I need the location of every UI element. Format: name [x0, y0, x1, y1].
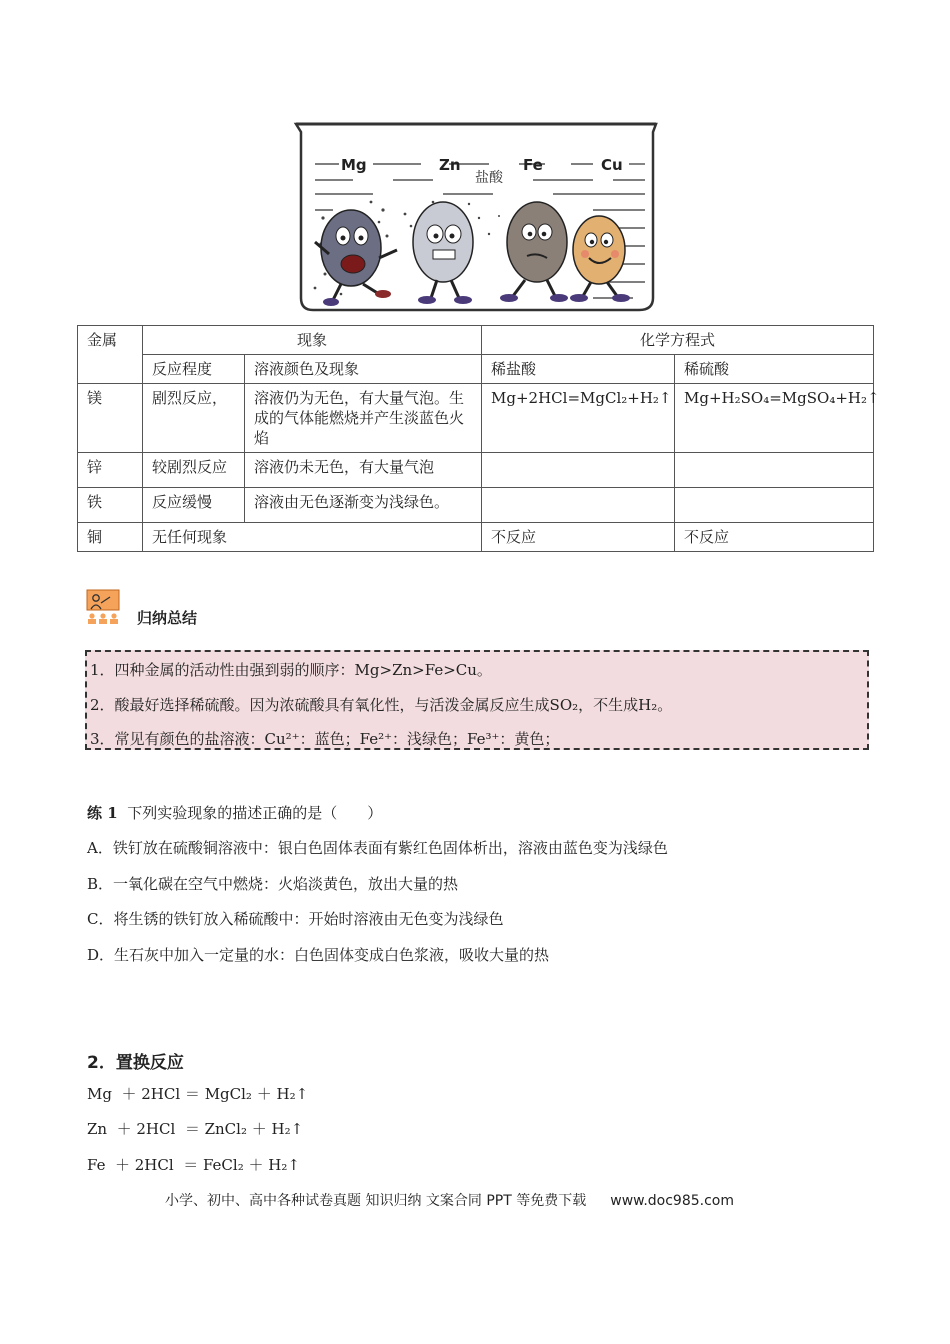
summary-line-3: 3．常见有颜色的盐溶液：Cu²⁺：蓝色；Fe²⁺：浅绿色；Fe³⁺：黄色；	[90, 730, 560, 748]
cell-metal: 铜	[78, 523, 143, 552]
cell-metal: 铁	[78, 488, 143, 523]
cell-hcl: Mg+2HCl=MgCl₂+H₂↑	[482, 384, 675, 453]
header-metal: 金属	[78, 326, 143, 384]
metals-in-acid-illustration	[293, 118, 659, 314]
equation-mg: Mg ＋ 2HCl ＝ MgCl₂ ＋ H₂↑	[87, 1085, 309, 1103]
cell-degree: 较剧烈反应	[143, 453, 245, 488]
header-hcl: 稀盐酸	[482, 355, 675, 384]
table-header-row	[78, 326, 874, 355]
summary-line-2: 2．酸最好选择稀硫酸。因为浓硫酸具有氧化性，与活泼金属反应生成SO₂，不生成H₂。	[90, 696, 673, 714]
practice-question	[87, 802, 382, 823]
table-row	[78, 523, 874, 552]
header-phenomenon: 现象	[143, 326, 482, 355]
cell-h2so4: Mg+H₂SO₄=MgSO₄+H₂↑	[675, 384, 874, 453]
cell-hcl	[482, 453, 675, 488]
equation-fe: Fe ＋ 2HCl ＝ FeCl₂ ＋ H₂↑	[87, 1156, 300, 1174]
table-row	[78, 488, 874, 523]
cell-h2so4: 不反应	[675, 523, 874, 552]
option-c: C．将生锈的铁钉放入稀硫酸中：开始时溶液由无色变为浅绿色	[87, 910, 504, 928]
footer	[165, 1190, 734, 1210]
table-subheader-row	[78, 355, 874, 384]
metal-acid-table	[77, 325, 880, 552]
cell-color: 溶液由无色逐渐变为浅绿色。	[245, 488, 482, 523]
header-h2so4: 稀硫酸	[675, 355, 874, 384]
figure-label-zn: Zn	[439, 156, 461, 174]
cell-color: 溶液仍为无色，有大量气泡。生成的气体能燃烧并产生淡蓝色火焰	[245, 384, 482, 453]
table-row	[78, 453, 874, 488]
figure-label-mg: Mg	[341, 156, 367, 174]
summary-box	[85, 650, 869, 750]
footer-site-link[interactable]: www.doc985.com	[610, 1193, 734, 1209]
figure-label-fe: Fe	[523, 156, 543, 174]
figure-acid-label: 盐酸	[475, 170, 503, 186]
figure-label-cu: Cu	[601, 156, 623, 174]
summary-title: 归纳总结	[137, 609, 198, 627]
footer-text: 小学、初中、高中各种试卷真题 知识归纳 文案合同 PPT 等免费下载	[165, 1193, 587, 1209]
cell-combined: 无任何现象	[143, 523, 482, 552]
cell-metal: 锌	[78, 453, 143, 488]
cell-h2so4	[675, 488, 874, 523]
cell-h2so4	[675, 453, 874, 488]
table-row	[78, 384, 874, 453]
section-title: 2．置换反应	[87, 1053, 184, 1073]
summary-line-1: 1．四种金属的活动性由强到弱的顺序：Mg>Zn>Fe>Cu。	[90, 661, 492, 679]
practice-label: 练 1	[87, 804, 118, 822]
cell-color: 溶液仍未无色，有大量气泡	[245, 453, 482, 488]
option-b: B．一氧化碳在空气中燃烧：火焰淡黄色，放出大量的热	[87, 875, 459, 893]
option-a: A．铁钉放在硫酸铜溶液中：银白色固体表面有紫红色固体析出，溶液由蓝色变为浅绿色	[87, 839, 668, 857]
equation-zn: Zn ＋ 2HCl ＝ ZnCl₂ ＋ H₂↑	[87, 1120, 304, 1138]
cell-hcl	[482, 488, 675, 523]
cell-metal: 镁	[78, 384, 143, 453]
summary-teacher-icon	[86, 589, 122, 625]
header-equation: 化学方程式	[482, 326, 874, 355]
practice-question-text: 下列实验现象的描述正确的是（ ）	[127, 804, 383, 822]
option-d: D．生石灰中加入一定量的水：白色固体变成白色浆液，吸收大量的热	[87, 946, 550, 964]
header-degree: 反应程度	[143, 355, 245, 384]
cell-hcl: 不反应	[482, 523, 675, 552]
header-color: 溶液颜色及现象	[245, 355, 482, 384]
cell-degree: 反应缓慢	[143, 488, 245, 523]
cell-degree: 剧烈反应，	[143, 384, 245, 453]
